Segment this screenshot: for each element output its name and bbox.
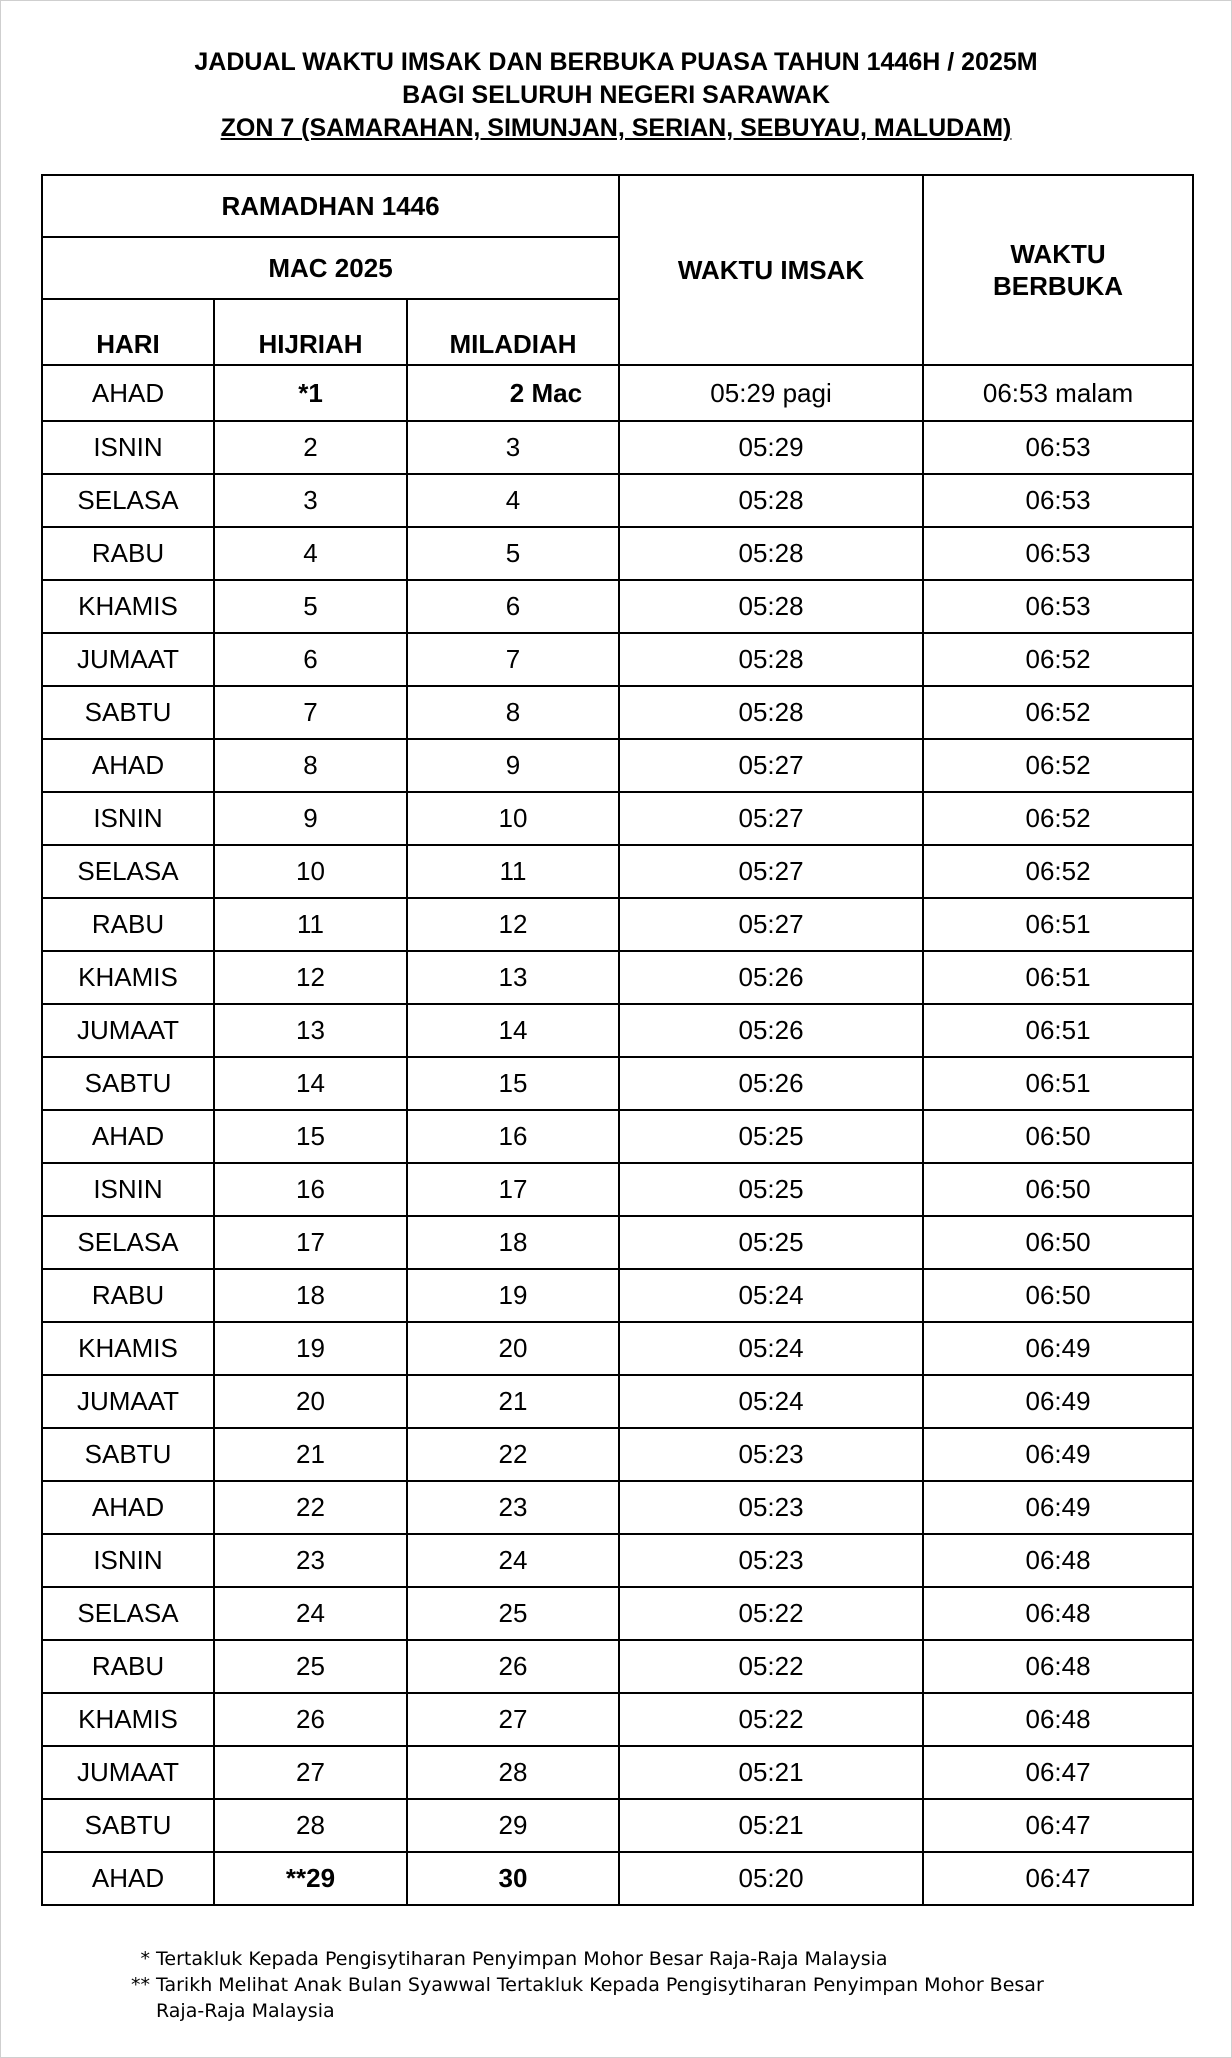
cell-imsak: 05:28 xyxy=(619,474,923,527)
cell-imsak: 05:23 xyxy=(619,1481,923,1534)
cell-imsak: 05:25 xyxy=(619,1163,923,1216)
title-line-3-zone: ZON 7 (SAMARAHAN, SIMUNJAN, SERIAN, SEBUYAU, MALUDAM) xyxy=(220,114,1012,142)
cell-hari: ISNIN xyxy=(42,1534,214,1587)
cell-hari: RABU xyxy=(42,898,214,951)
footnote-1-text: Tertakluk Kepada Pengisytiharan Penyimpan Mohor Besar Raja-Raja Malaysia xyxy=(156,1948,888,1970)
cell-imsak: 05:25 xyxy=(619,1110,923,1163)
cell-hijriah: 16 xyxy=(214,1163,407,1216)
cell-imsak: 05:28 xyxy=(619,686,923,739)
footnote-1 xyxy=(118,1946,1044,1972)
header-hari-label: HARI xyxy=(96,329,160,359)
schedule-table xyxy=(41,174,1194,1906)
cell-berbuka: 06:51 xyxy=(923,898,1193,951)
cell-hari: SELASA xyxy=(42,845,214,898)
cell-hari: SELASA xyxy=(42,474,214,527)
cell-hari: SELASA xyxy=(42,1587,214,1640)
cell-hari: JUMAAT xyxy=(42,1746,214,1799)
cell-imsak: 05:23 xyxy=(619,1534,923,1587)
header-hijriah xyxy=(214,299,407,365)
cell-imsak: 05:28 xyxy=(619,580,923,633)
table-row xyxy=(42,1004,1193,1057)
title-line-2: BAGI SELURUH NEGERI SARAWAK xyxy=(402,81,830,109)
table-row xyxy=(42,1852,1193,1905)
cell-berbuka: 06:48 xyxy=(923,1693,1193,1746)
cell-miladiah: 7 xyxy=(407,633,619,686)
table-row xyxy=(42,1110,1193,1163)
header-waktu-berbuka xyxy=(923,175,1193,365)
cell-miladiah: 23 xyxy=(407,1481,619,1534)
cell-imsak: 05:26 xyxy=(619,951,923,1004)
cell-berbuka: 06:51 xyxy=(923,951,1193,1004)
cell-hijriah: 9 xyxy=(214,792,407,845)
table-row xyxy=(42,1746,1193,1799)
table-row xyxy=(42,686,1193,739)
header-waktu-imsak: WAKTU IMSAK xyxy=(619,175,923,365)
cell-hari: KHAMIS xyxy=(42,580,214,633)
cell-berbuka: 06:49 xyxy=(923,1322,1193,1375)
cell-miladiah: 2 Mac xyxy=(407,365,619,421)
cell-hari: SELASA xyxy=(42,1216,214,1269)
cell-hari: AHAD xyxy=(42,1481,214,1534)
cell-berbuka: 06:48 xyxy=(923,1640,1193,1693)
cell-imsak: 05:22 xyxy=(619,1640,923,1693)
cell-hari: ISNIN xyxy=(42,421,214,474)
cell-hijriah: 3 xyxy=(214,474,407,527)
cell-hari: AHAD xyxy=(42,365,214,421)
header-waktu-berbuka-line2: BERBUKA xyxy=(993,271,1124,301)
cell-miladiah: 29 xyxy=(407,1799,619,1852)
cell-miladiah: 17 xyxy=(407,1163,619,1216)
header-miladiah-label: MILADIAH xyxy=(449,329,577,359)
cell-berbuka: 06:49 xyxy=(923,1481,1193,1534)
cell-miladiah: 16 xyxy=(407,1110,619,1163)
table-row xyxy=(42,845,1193,898)
cell-hari: SABTU xyxy=(42,1057,214,1110)
cell-miladiah: 30 xyxy=(407,1852,619,1905)
cell-hijriah: 26 xyxy=(214,1693,407,1746)
cell-imsak: 05:26 xyxy=(619,1057,923,1110)
table-row xyxy=(42,1163,1193,1216)
cell-imsak: 05:29 xyxy=(619,421,923,474)
cell-hijriah: 23 xyxy=(214,1534,407,1587)
table-row xyxy=(42,1216,1193,1269)
cell-hari: SABTU xyxy=(42,1428,214,1481)
cell-hijriah: 14 xyxy=(214,1057,407,1110)
cell-imsak: 05:21 xyxy=(619,1799,923,1852)
cell-miladiah: 13 xyxy=(407,951,619,1004)
footnotes xyxy=(118,1946,1044,2024)
cell-hijriah: *1 xyxy=(214,365,407,421)
cell-hijriah: 21 xyxy=(214,1428,407,1481)
cell-hijriah: 28 xyxy=(214,1799,407,1852)
cell-imsak: 05:27 xyxy=(619,845,923,898)
cell-imsak: 05:23 xyxy=(619,1428,923,1481)
cell-imsak: 05:28 xyxy=(619,633,923,686)
header-miladiah xyxy=(407,299,619,365)
cell-imsak: 05:29 pagi xyxy=(619,365,923,421)
cell-imsak: 05:21 xyxy=(619,1746,923,1799)
cell-imsak: 05:24 xyxy=(619,1375,923,1428)
cell-berbuka: 06:51 xyxy=(923,1057,1193,1110)
cell-hari: JUMAAT xyxy=(42,633,214,686)
cell-miladiah: 9 xyxy=(407,739,619,792)
cell-miladiah: 11 xyxy=(407,845,619,898)
cell-miladiah: 3 xyxy=(407,421,619,474)
cell-berbuka: 06:53 xyxy=(923,580,1193,633)
cell-berbuka: 06:51 xyxy=(923,1004,1193,1057)
cell-hari: RABU xyxy=(42,1269,214,1322)
footnote-2 xyxy=(118,1972,1044,1998)
cell-miladiah: 12 xyxy=(407,898,619,951)
cell-imsak: 05:27 xyxy=(619,739,923,792)
cell-miladiah: 18 xyxy=(407,1216,619,1269)
cell-hari: ISNIN xyxy=(42,792,214,845)
table-row xyxy=(42,1587,1193,1640)
table-row xyxy=(42,1481,1193,1534)
cell-imsak: 05:22 xyxy=(619,1693,923,1746)
table-row xyxy=(42,1799,1193,1852)
cell-hijriah: 20 xyxy=(214,1375,407,1428)
header-ramadhan: RAMADHAN 1446 xyxy=(42,175,619,237)
cell-berbuka: 06:52 xyxy=(923,686,1193,739)
table-row xyxy=(42,1269,1193,1322)
table-row xyxy=(42,951,1193,1004)
cell-miladiah: 19 xyxy=(407,1269,619,1322)
cell-imsak: 05:22 xyxy=(619,1587,923,1640)
cell-hari: SABTU xyxy=(42,1799,214,1852)
cell-hari: KHAMIS xyxy=(42,951,214,1004)
cell-berbuka: 06:48 xyxy=(923,1534,1193,1587)
footnote-2-continuation: Raja-Raja Malaysia xyxy=(156,2000,335,2022)
cell-hijriah: 24 xyxy=(214,1587,407,1640)
cell-berbuka: 06:50 xyxy=(923,1110,1193,1163)
cell-berbuka: 06:50 xyxy=(923,1216,1193,1269)
cell-berbuka: 06:48 xyxy=(923,1587,1193,1640)
table-row xyxy=(42,1428,1193,1481)
cell-hijriah: 17 xyxy=(214,1216,407,1269)
table-row xyxy=(42,527,1193,580)
header-hari xyxy=(42,299,214,365)
cell-berbuka: 06:52 xyxy=(923,792,1193,845)
document-title xyxy=(0,46,1232,145)
table-row xyxy=(42,580,1193,633)
cell-imsak: 05:28 xyxy=(619,527,923,580)
footnote-1-mark: * xyxy=(140,1948,150,1970)
cell-imsak: 05:26 xyxy=(619,1004,923,1057)
table-row xyxy=(42,1057,1193,1110)
table-row xyxy=(42,365,1193,421)
cell-miladiah: 28 xyxy=(407,1746,619,1799)
cell-miladiah: 5 xyxy=(407,527,619,580)
cell-berbuka: 06:50 xyxy=(923,1269,1193,1322)
cell-hari: AHAD xyxy=(42,1110,214,1163)
cell-miladiah: 15 xyxy=(407,1057,619,1110)
cell-hijriah: **29 xyxy=(214,1852,407,1905)
cell-berbuka: 06:49 xyxy=(923,1428,1193,1481)
cell-hijriah: 11 xyxy=(214,898,407,951)
schedule-table-body xyxy=(42,365,1193,1905)
table-row xyxy=(42,474,1193,527)
cell-hijriah: 6 xyxy=(214,633,407,686)
cell-hijriah: 7 xyxy=(214,686,407,739)
cell-berbuka: 06:53 xyxy=(923,527,1193,580)
cell-miladiah: 14 xyxy=(407,1004,619,1057)
cell-hijriah: 18 xyxy=(214,1269,407,1322)
cell-berbuka: 06:47 xyxy=(923,1799,1193,1852)
cell-hari: ISNIN xyxy=(42,1163,214,1216)
cell-hari: KHAMIS xyxy=(42,1693,214,1746)
cell-hari: RABU xyxy=(42,527,214,580)
cell-hijriah: 19 xyxy=(214,1322,407,1375)
cell-hari: JUMAAT xyxy=(42,1375,214,1428)
cell-hijriah: 22 xyxy=(214,1481,407,1534)
title-line-1: JADUAL WAKTU IMSAK DAN BERBUKA PUASA TAHUN 1446H / 2025M xyxy=(194,48,1038,76)
table-row xyxy=(42,739,1193,792)
cell-miladiah: 4 xyxy=(407,474,619,527)
cell-imsak: 05:24 xyxy=(619,1322,923,1375)
header-hijriah-label: HIJRIAH xyxy=(258,329,363,359)
table-row xyxy=(42,421,1193,474)
cell-berbuka: 06:53 malam xyxy=(923,365,1193,421)
table-row xyxy=(42,792,1193,845)
cell-miladiah: 21 xyxy=(407,1375,619,1428)
footnote-2-text: Tarikh Melihat Anak Bulan Syawwal Tertakluk Kepada Pengisytiharan Penyimpan Mohor Besar xyxy=(156,1974,1044,1996)
cell-berbuka: 06:52 xyxy=(923,633,1193,686)
table-row xyxy=(42,1322,1193,1375)
cell-hari: SABTU xyxy=(42,686,214,739)
cell-miladiah: 24 xyxy=(407,1534,619,1587)
cell-imsak: 05:27 xyxy=(619,898,923,951)
cell-hari: JUMAAT xyxy=(42,1004,214,1057)
cell-hari: RABU xyxy=(42,1640,214,1693)
cell-berbuka: 06:53 xyxy=(923,421,1193,474)
footnote-2-mark: ** xyxy=(131,1974,150,1996)
cell-miladiah: 27 xyxy=(407,1693,619,1746)
schedule-table-head xyxy=(42,175,1193,365)
cell-hijriah: 2 xyxy=(214,421,407,474)
cell-hijriah: 13 xyxy=(214,1004,407,1057)
cell-hijriah: 27 xyxy=(214,1746,407,1799)
header-waktu-berbuka-line1: WAKTU xyxy=(1010,239,1106,269)
cell-berbuka: 06:47 xyxy=(923,1746,1193,1799)
cell-hijriah: 5 xyxy=(214,580,407,633)
table-row xyxy=(42,1375,1193,1428)
header-mac: MAC 2025 xyxy=(42,237,619,299)
cell-hijriah: 10 xyxy=(214,845,407,898)
cell-imsak: 05:25 xyxy=(619,1216,923,1269)
cell-miladiah: 6 xyxy=(407,580,619,633)
table-row xyxy=(42,898,1193,951)
cell-imsak: 05:24 xyxy=(619,1269,923,1322)
cell-berbuka: 06:52 xyxy=(923,739,1193,792)
table-row xyxy=(42,1693,1193,1746)
table-row xyxy=(42,633,1193,686)
cell-berbuka: 06:47 xyxy=(923,1852,1193,1905)
cell-hijriah: 15 xyxy=(214,1110,407,1163)
cell-imsak: 05:27 xyxy=(619,792,923,845)
cell-berbuka: 06:53 xyxy=(923,474,1193,527)
table-row xyxy=(42,1640,1193,1693)
cell-imsak: 05:20 xyxy=(619,1852,923,1905)
cell-miladiah: 26 xyxy=(407,1640,619,1693)
cell-miladiah: 22 xyxy=(407,1428,619,1481)
cell-miladiah: 25 xyxy=(407,1587,619,1640)
cell-hari: AHAD xyxy=(42,1852,214,1905)
cell-miladiah: 10 xyxy=(407,792,619,845)
cell-hijriah: 4 xyxy=(214,527,407,580)
cell-miladiah: 8 xyxy=(407,686,619,739)
cell-hijriah: 12 xyxy=(214,951,407,1004)
cell-miladiah: 20 xyxy=(407,1322,619,1375)
cell-hari: KHAMIS xyxy=(42,1322,214,1375)
cell-berbuka: 06:49 xyxy=(923,1375,1193,1428)
cell-berbuka: 06:50 xyxy=(923,1163,1193,1216)
cell-berbuka: 06:52 xyxy=(923,845,1193,898)
cell-hijriah: 25 xyxy=(214,1640,407,1693)
cell-hijriah: 8 xyxy=(214,739,407,792)
cell-hari: AHAD xyxy=(42,739,214,792)
table-row xyxy=(42,1534,1193,1587)
